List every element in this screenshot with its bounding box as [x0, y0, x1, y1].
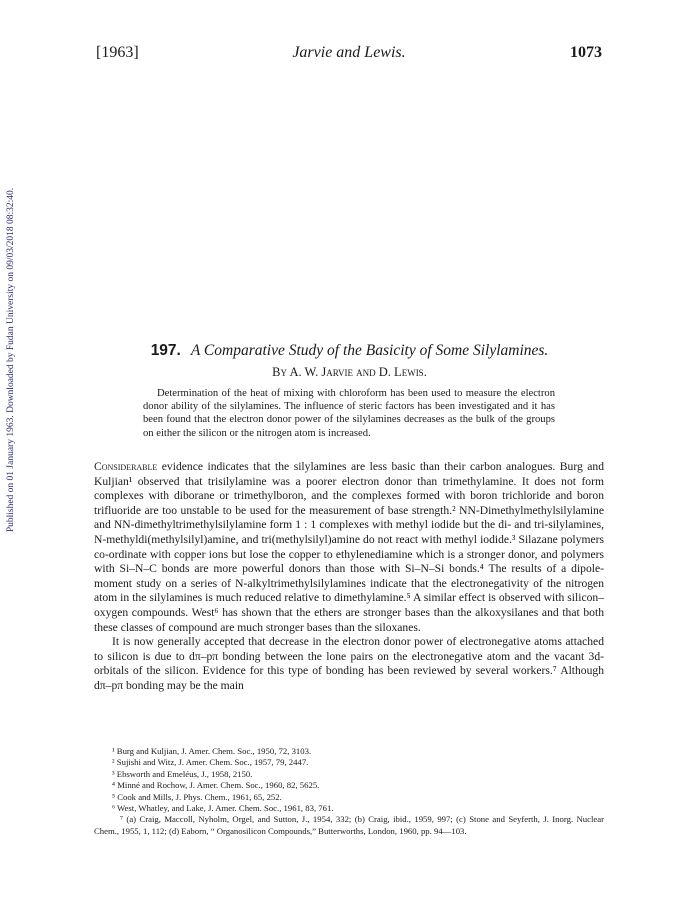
body-paragraph-1 [94, 460, 604, 635]
reference-item: ⁴ Minné and Rochow, J. Amer. Chem. Soc., 1960, 82, 5625. [112, 780, 320, 791]
article-number: 197. [150, 342, 181, 359]
header-authors: Jarvie and Lewis. [292, 44, 406, 61]
reference-item: ³ Ebsworth and Emeléus, J., 1958, 2150. [112, 768, 253, 779]
download-watermark [4, 170, 18, 550]
header-page-number: 1073 [570, 44, 602, 61]
reference-item: ⁷ (a) Craig, Maccoll, Nyholm, Orgel, and Sutton, J., 1954, 332; (b) Craig, ibid., 1959, 997; (c) Stone and Seyferth, J. Inorg. Nuclear Chem., 1955, 1, 112; (d) Eaborn, “ Organosilicon Compounds,” Butterworths, London, 1960, pp. 94—103. [94, 814, 604, 836]
header-year: [1963] [96, 44, 139, 61]
body-paragraph-2: It is now generally accepted that decrease in the electron donor power of electronegative atoms attached to silicon is due to dπ–pπ bonding between the lone pairs on the electronegative atom and the vacant 3d-orbitals of the silicon. Evidence for this type of bonding has been reviewed by several workers.⁷ Although dπ–pπ bonding may be the main [94, 635, 604, 692]
reference-item: ⁵ Cook and Mills, J. Phys. Chem., 1961, 65, 252. [112, 791, 282, 802]
abstract-text: Determination of the heat of mixing with chloroform has been used to measure the electron donor ability of the silylamines. The influence of steric factors has been investigated and it has been found that the electron donor power of the silylamines decreases as the bulk of the groups on either the silicon or the nitrogen atom is increased. [143, 388, 555, 439]
article-title [0, 342, 699, 360]
paragraph-lead-word: Considerable [94, 460, 158, 473]
article-title-text: A Comparative Study of the Basicity of Some Silylamines. [190, 342, 549, 359]
running-header [96, 44, 602, 64]
article-body [94, 460, 604, 694]
abstract [143, 387, 555, 440]
download-watermark-text: Published on 01 January 1963. Downloaded by Fudan University on 09/03/2018 08:32:40. [6, 187, 16, 533]
reference-item: ⁶ West, Whatley, and Lake, J. Amer. Chem. Soc., 1961, 83, 761. [112, 803, 334, 814]
reference-item: ¹ Burg and Kuljian, J. Amer. Chem. Soc., 1950, 72, 3103. [112, 746, 312, 756]
body-paragraph-1-text: evidence indicates that the silylamines are less basic than their carbon analogues. Burg and Kuljian¹ observed that trisilylamine was a poorer electron donor than trimethylamine. It does not form complexes with diborane or trimethylboron, and the complexes formed with boron trichloride and boron trifluoride are too unstable to be used for the measurement of base strength.² NN-Dimethylmethylsilylamine and NN-dimethyltrimethylsilylamine form 1 : 1 complexes with methyl iodide but the di- and tri-silylamines, N-methyldi(methylsilyl)amine, and tri(methylsilyl)amine do not react with methyl iodide.³ Silazane polymers co-ordinate with copper ions but lose the copper to ethylenediamine which is a stronger donor, and polymers with Si–N–C bonds are more powerful donors than those with Si–N–Si bonds.⁴ The results of a dipole-moment study on a series of N-alkyltrimethylsilylamines indicate that the electronegativity of the nitrogen atom in the silylamines is much reduced relative to dimethylamine.⁵ A similar effect is observed with silicon–oxygen compounds. West⁶ has shown that the ethers are stronger bases than the alkoxysilanes and that both these classes of compound are much stronger bases than the siloxanes. [94, 460, 604, 634]
reference-item: ² Sujishi and Witz, J. Amer. Chem. Soc., 1957, 79, 2447. [112, 757, 309, 768]
footnote-references [94, 746, 604, 837]
article-byline: By A. W. Jarvie and D. Lewis. [272, 365, 427, 379]
